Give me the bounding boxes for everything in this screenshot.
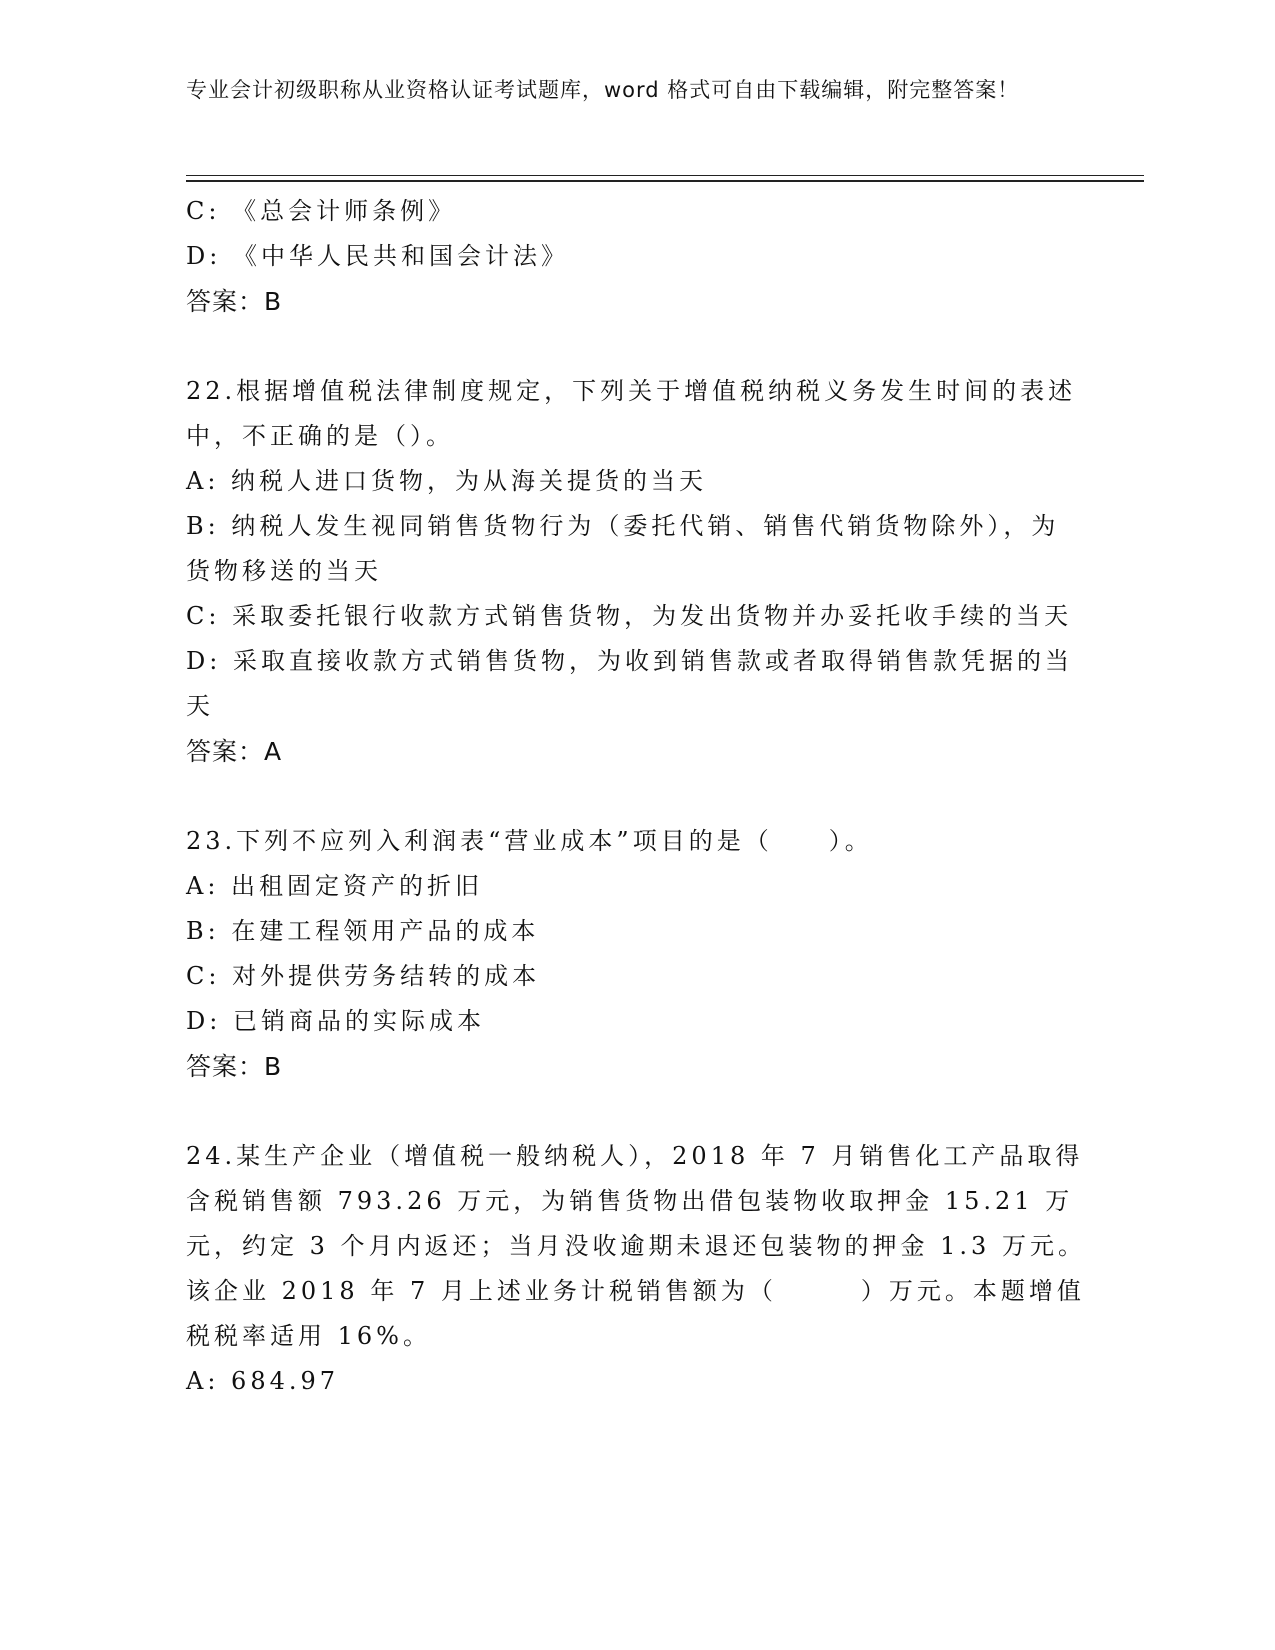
option-a: A: 出租固定资产的折旧 xyxy=(186,872,484,900)
option-a: A: 纳税人进口货物，为从海关提货的当天 xyxy=(186,467,708,495)
option-d: D: 《中华人民共和国会计法》 xyxy=(186,242,569,270)
carryover-block xyxy=(186,189,1086,324)
option-a: A: 684.97 xyxy=(186,1367,340,1395)
question-stem: 24.某生产企业（增值税一般纳税人），2018 年 7 月销售化工产品取得含税销售额 793.26 万元，为销售货物出借包装物收取押金 15.21 万元，约定 3 个月内返还；当月没收逾期未退还包装物的押金 1.3 万元。该企业 2018 年 7 月上述业务计税销售额为（ ）万元。本题增值税税率适用 16%。 xyxy=(186,1142,1086,1350)
question-23 xyxy=(186,819,1086,1089)
spacer xyxy=(186,1089,1086,1134)
spacer xyxy=(186,774,1086,819)
option-c: C: 对外提供劳务结转的成本 xyxy=(186,962,541,990)
question-content xyxy=(186,189,1086,1404)
answer-text: 答案：B xyxy=(186,1052,283,1081)
header-rule-thick xyxy=(186,180,1144,182)
answer-text: 答案：A xyxy=(186,737,283,766)
question-stem: 23.下列不应列入利润表“营业成本”项目的是（ ）。 xyxy=(186,827,873,855)
option-c: C: 《总会计师条例》 xyxy=(186,197,457,225)
spacer xyxy=(186,324,1086,369)
question-stem: 22.根据增值税法律制度规定，下列关于增值税纳税义务发生时间的表述中，不正确的是（）。 xyxy=(186,377,1077,450)
option-b: B: 在建工程领用产品的成本 xyxy=(186,917,540,945)
answer-text: 答案：B xyxy=(186,287,283,316)
document-header: 专业会计初级职称从业资格认证考试题库，word 格式可自由下载编辑，附完整答案！ xyxy=(186,78,1020,102)
question-22 xyxy=(186,369,1086,774)
option-d: D: 已销商品的实际成本 xyxy=(186,1007,485,1035)
header-rule-thin xyxy=(186,175,1144,176)
question-24 xyxy=(186,1134,1086,1404)
option-b: B: 纳税人发生视同销售货物行为（委托代销、销售代销货物除外），为货物移送的当天 xyxy=(186,512,1060,585)
option-d: D: 采取直接收款方式销售货物，为收到销售款或者取得销售款凭据的当天 xyxy=(186,647,1073,720)
option-c: C: 采取委托银行收款方式销售货物，为发出货物并办妥托收手续的当天 xyxy=(186,602,1073,630)
